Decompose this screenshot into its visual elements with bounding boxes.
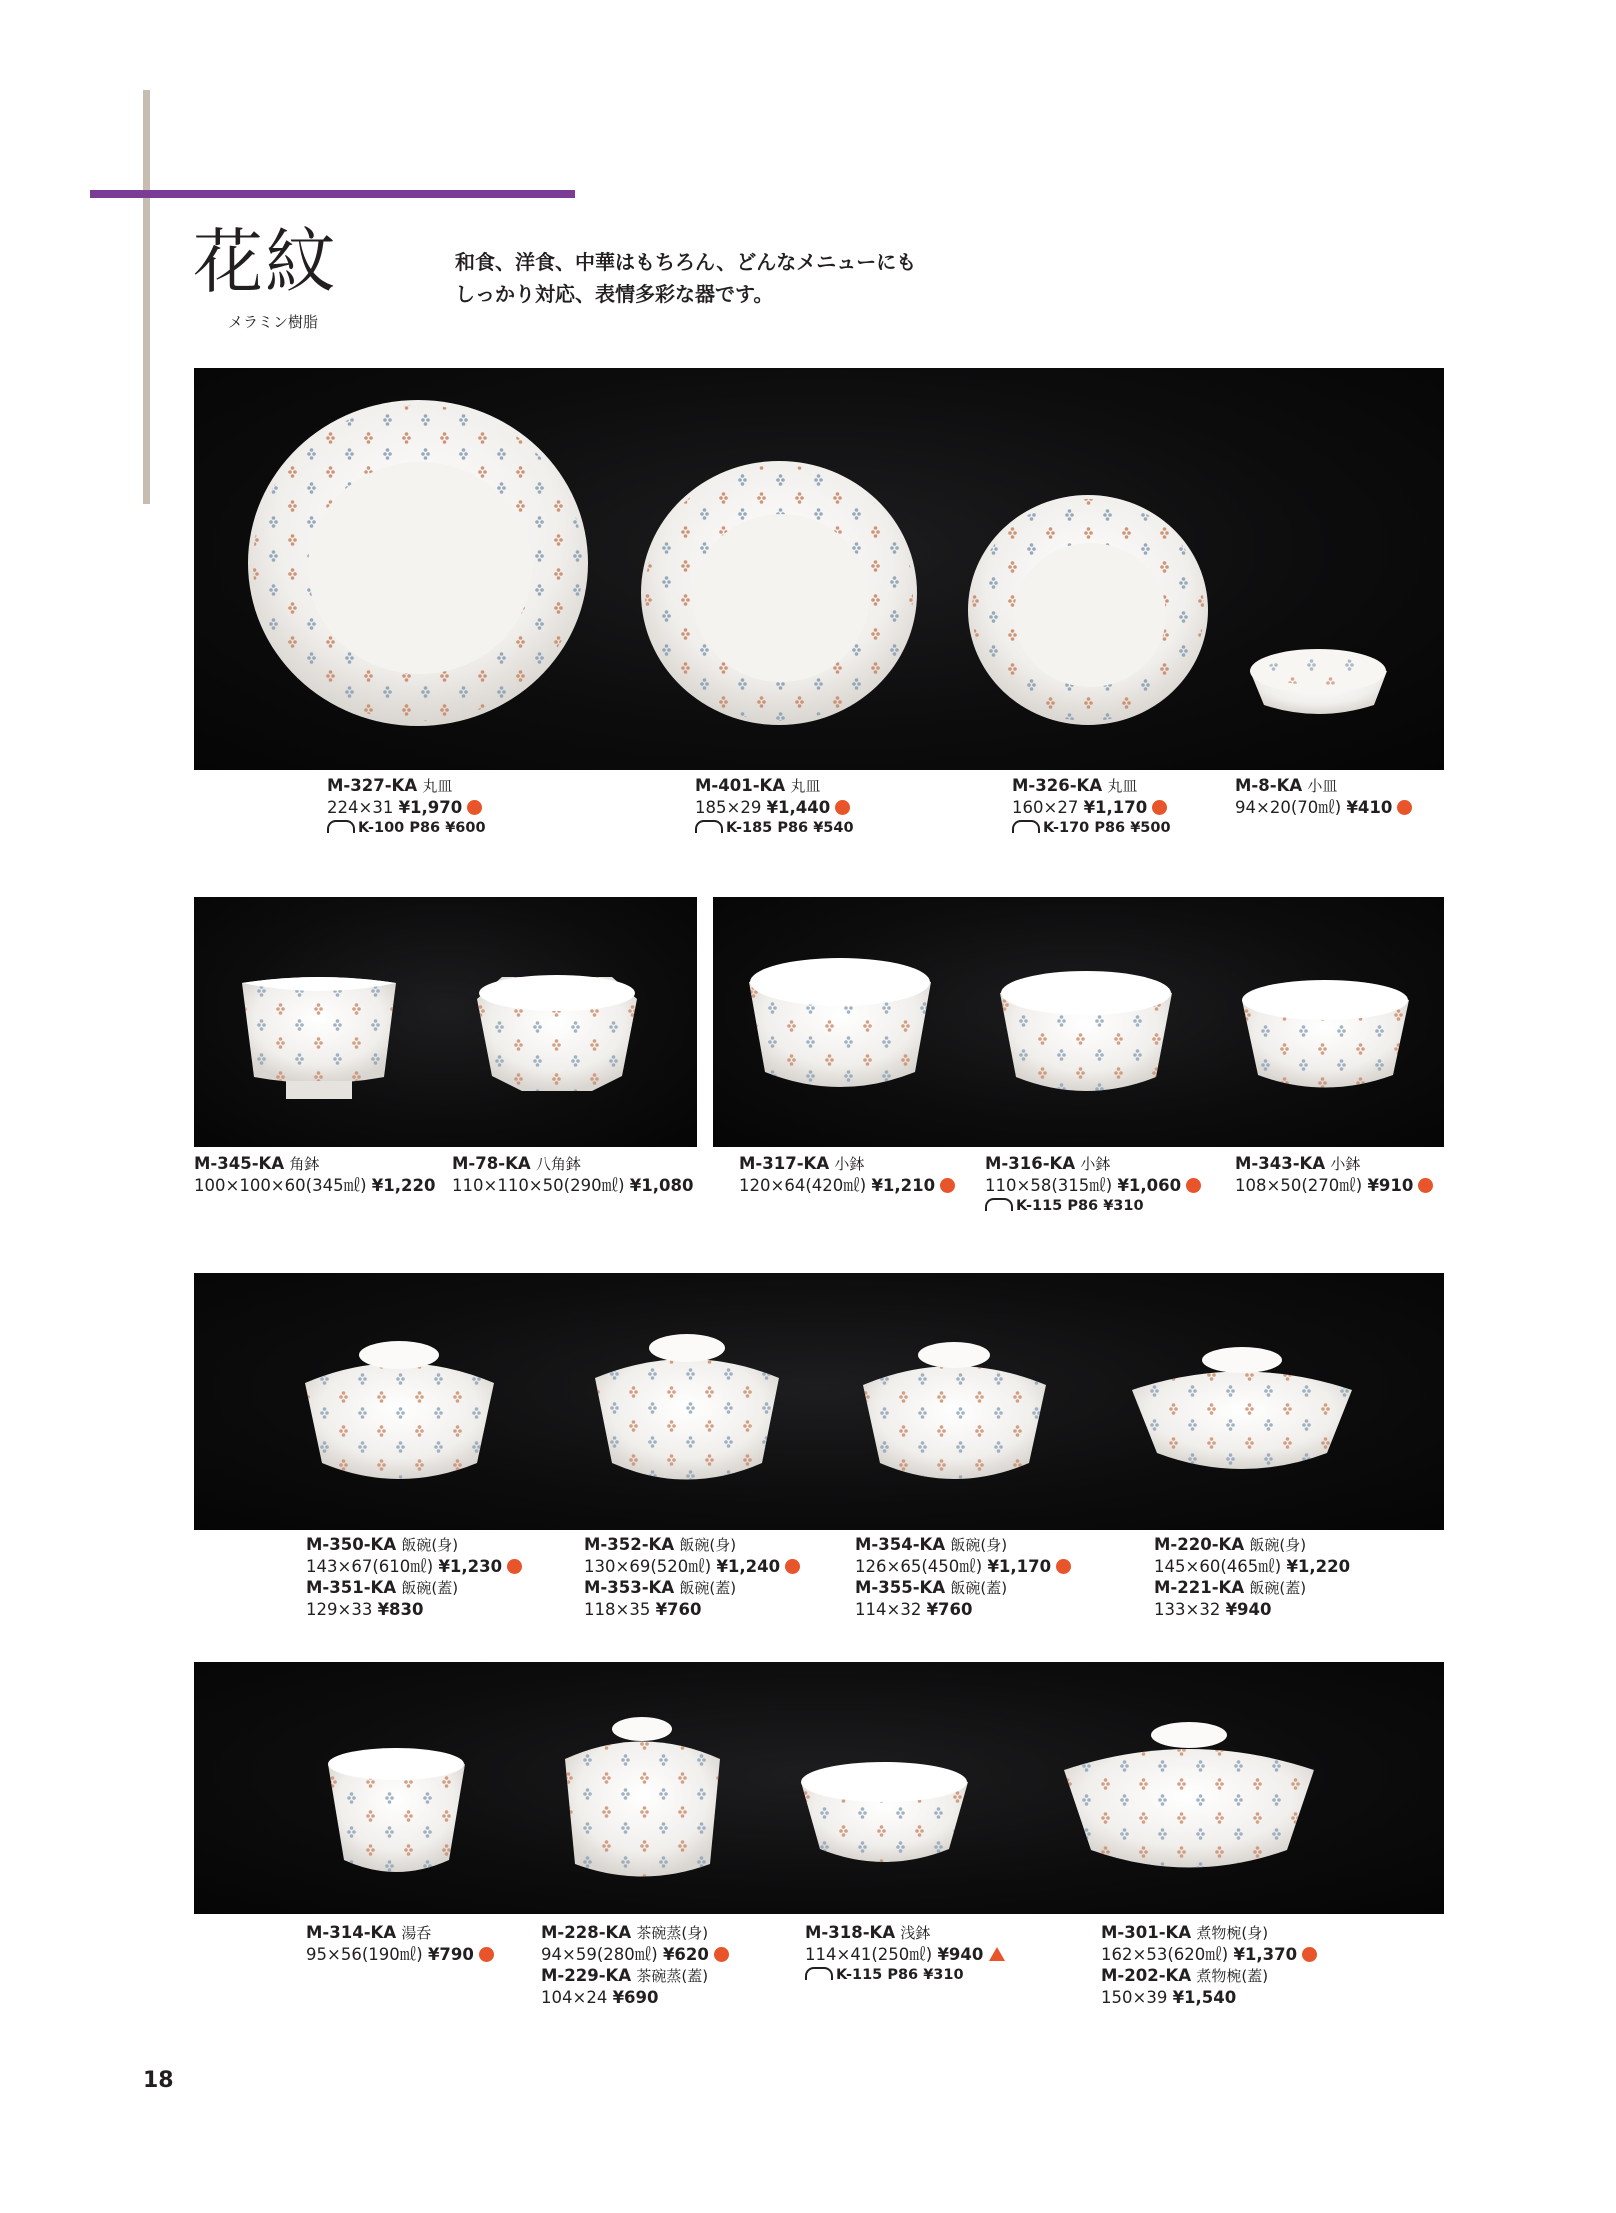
product-code: M-327-KA bbox=[327, 776, 418, 795]
caption-m354 bbox=[855, 1534, 1071, 1620]
product-price: ¥1,170 bbox=[987, 1557, 1052, 1576]
orange-circle-icon bbox=[785, 1559, 800, 1574]
product-spec: 95×56(190㎖) bbox=[306, 1945, 423, 1964]
lid-icon bbox=[985, 1198, 1013, 1211]
lid-page: P86 bbox=[409, 820, 441, 836]
caption-m78 bbox=[452, 1153, 693, 1196]
product-spec: 160×27 bbox=[1012, 798, 1079, 817]
product-name: 飯碗(身) bbox=[679, 1536, 737, 1554]
product-code: M-354-KA bbox=[855, 1535, 946, 1554]
lid-product-price: ¥760 bbox=[926, 1600, 973, 1619]
product-code: M-317-KA bbox=[739, 1154, 830, 1173]
lid-price: ¥600 bbox=[445, 820, 486, 836]
product-price: ¥1,210 bbox=[871, 1176, 936, 1195]
lid-code: K-115 bbox=[1016, 1198, 1063, 1214]
product-code: M-228-KA bbox=[541, 1923, 632, 1942]
photo-bowls-right bbox=[713, 897, 1444, 1147]
tagline-line-2: しっかり対応、表情多彩な器です。 bbox=[455, 282, 774, 306]
product-name: 飯碗(身) bbox=[401, 1536, 459, 1554]
bowl-m345 bbox=[234, 969, 404, 1104]
orange-circle-icon bbox=[1302, 1947, 1317, 1962]
lid-product-code: M-351-KA bbox=[306, 1578, 397, 1597]
lid-page: P86 bbox=[887, 1967, 919, 1983]
product-code: M-345-KA bbox=[194, 1154, 285, 1173]
orange-circle-icon bbox=[1397, 800, 1412, 815]
product-name: 茶碗蒸(身) bbox=[636, 1924, 709, 1942]
product-name: 小皿 bbox=[1307, 777, 1338, 795]
product-name: 丸皿 bbox=[790, 777, 821, 795]
caption-m317 bbox=[739, 1153, 955, 1196]
product-spec: 108×50(270㎖) bbox=[1235, 1176, 1363, 1195]
product-price: ¥1,370 bbox=[1233, 1945, 1298, 1964]
orange-circle-icon bbox=[1152, 800, 1167, 815]
product-code: M-352-KA bbox=[584, 1535, 675, 1554]
accent-horizontal-bar bbox=[90, 190, 575, 198]
product-name: 八角鉢 bbox=[535, 1155, 581, 1173]
product-code: M-401-KA bbox=[695, 776, 786, 795]
lid-product-price: ¥760 bbox=[655, 1600, 702, 1619]
product-code: M-78-KA bbox=[452, 1154, 531, 1173]
product-name: 飯碗(身) bbox=[950, 1536, 1008, 1554]
lid-product-name: 煮物椀(蓋) bbox=[1196, 1967, 1269, 1985]
product-price: ¥1,440 bbox=[766, 798, 831, 817]
orange-circle-icon bbox=[940, 1178, 955, 1193]
product-code: M-316-KA bbox=[985, 1154, 1076, 1173]
caption-m343 bbox=[1235, 1153, 1433, 1196]
product-spec: 94×59(280㎖) bbox=[541, 1945, 658, 1964]
product-name: 小鉢 bbox=[1080, 1155, 1111, 1173]
caption-m314 bbox=[306, 1922, 494, 1965]
lid-code: K-185 bbox=[726, 820, 773, 836]
orange-circle-icon bbox=[467, 800, 482, 815]
lid-icon bbox=[695, 820, 723, 833]
product-code: M-326-KA bbox=[1012, 776, 1103, 795]
page-number: 18 bbox=[143, 2068, 174, 2093]
caption-m327 bbox=[327, 775, 486, 839]
lid-product-spec: 118×35 bbox=[584, 1600, 651, 1619]
product-spec: 110×110×50(290㎖) bbox=[452, 1176, 625, 1195]
lid-product-code: M-355-KA bbox=[855, 1578, 946, 1597]
caption-m345 bbox=[194, 1153, 435, 1196]
caption-m352 bbox=[584, 1534, 800, 1620]
lid-product-spec: 104×24 bbox=[541, 1988, 608, 2007]
product-price: ¥1,970 bbox=[398, 798, 463, 817]
bowl-m316 bbox=[996, 965, 1176, 1110]
lid-product-code: M-229-KA bbox=[541, 1966, 632, 1985]
lid-icon bbox=[1012, 820, 1040, 833]
orange-circle-icon bbox=[835, 800, 850, 815]
photo-plates bbox=[194, 368, 1444, 770]
product-price: ¥1,230 bbox=[438, 1557, 503, 1576]
product-code: M-220-KA bbox=[1154, 1535, 1245, 1554]
lid-icon bbox=[805, 1967, 833, 1980]
lid-product-spec: 129×33 bbox=[306, 1600, 373, 1619]
product-name: 湯呑 bbox=[401, 1924, 432, 1942]
orange-circle-icon bbox=[479, 1947, 494, 1962]
bowl-m318 bbox=[797, 1757, 972, 1877]
orange-circle-icon bbox=[507, 1559, 522, 1574]
lid-price: ¥540 bbox=[813, 820, 854, 836]
product-name: 角鉢 bbox=[289, 1155, 320, 1173]
product-code: M-343-KA bbox=[1235, 1154, 1326, 1173]
product-spec: 143×67(610㎖) bbox=[306, 1557, 434, 1576]
lid-page: P86 bbox=[1094, 820, 1126, 836]
bowl-m317 bbox=[745, 952, 935, 1107]
lid-product-code: M-353-KA bbox=[584, 1578, 675, 1597]
product-name: 浅鉢 bbox=[900, 1924, 931, 1942]
product-name: 丸皿 bbox=[1107, 777, 1138, 795]
chawanmushi-m228 bbox=[560, 1704, 725, 1889]
lid-price: ¥500 bbox=[1130, 820, 1171, 836]
bowl-m352 bbox=[587, 1318, 787, 1498]
product-code: M-318-KA bbox=[805, 1923, 896, 1942]
bowl-m350 bbox=[297, 1323, 502, 1498]
lid-page: P86 bbox=[1067, 1198, 1099, 1214]
lid-product-code: M-202-KA bbox=[1101, 1966, 1192, 1985]
product-code: M-301-KA bbox=[1101, 1923, 1192, 1942]
caption-m301 bbox=[1101, 1922, 1317, 2008]
lid-code: K-170 bbox=[1043, 820, 1090, 836]
product-price: ¥1,220 bbox=[1286, 1557, 1351, 1576]
orange-triangle-icon bbox=[989, 1947, 1005, 1961]
product-code: M-314-KA bbox=[306, 1923, 397, 1942]
photo-cups-and-lidded-bowls bbox=[194, 1662, 1444, 1914]
product-code: M-350-KA bbox=[306, 1535, 397, 1554]
lid-product-spec: 150×39 bbox=[1101, 1988, 1168, 2007]
product-name: 小鉢 bbox=[834, 1155, 865, 1173]
product-name: 煮物椀(身) bbox=[1196, 1924, 1269, 1942]
lid-product-price: ¥1,540 bbox=[1172, 1988, 1237, 2007]
product-spec: 126×65(450㎖) bbox=[855, 1557, 983, 1576]
orange-circle-icon bbox=[1418, 1178, 1433, 1193]
product-name: 丸皿 bbox=[422, 777, 453, 795]
lid-product-name: 飯碗(蓋) bbox=[1249, 1579, 1307, 1597]
product-name: 飯碗(身) bbox=[1249, 1536, 1307, 1554]
product-price: ¥410 bbox=[1346, 798, 1393, 817]
bowl-m354 bbox=[857, 1323, 1052, 1498]
product-name: 小鉢 bbox=[1330, 1155, 1361, 1173]
product-price: ¥940 bbox=[937, 1945, 984, 1964]
caption-m350 bbox=[306, 1534, 522, 1620]
product-spec: 130×69(520㎖) bbox=[584, 1557, 712, 1576]
lid-product-name: 茶碗蒸(蓋) bbox=[636, 1967, 709, 1985]
material-subtitle: メラミン樹脂 bbox=[228, 313, 319, 331]
caption-m228 bbox=[541, 1922, 729, 2008]
caption-m318 bbox=[805, 1922, 1005, 1986]
photo-rice-bowls bbox=[194, 1273, 1444, 1530]
product-price: ¥1,240 bbox=[716, 1557, 781, 1576]
product-spec: 114×41(250㎖) bbox=[805, 1945, 933, 1964]
product-price: ¥1,170 bbox=[1083, 798, 1148, 817]
lid-icon bbox=[327, 820, 355, 833]
orange-circle-icon bbox=[1056, 1559, 1071, 1574]
lid-code: K-115 bbox=[836, 1967, 883, 1983]
caption-m401 bbox=[695, 775, 854, 839]
lid-price: ¥310 bbox=[1103, 1198, 1144, 1214]
lid-product-name: 飯碗(蓋) bbox=[401, 1579, 459, 1597]
caption-m220 bbox=[1154, 1534, 1350, 1620]
bowl-m343 bbox=[1238, 975, 1413, 1105]
product-spec: 110×58(315㎖) bbox=[985, 1176, 1113, 1195]
product-spec: 145×60(465㎖) bbox=[1154, 1557, 1282, 1576]
tagline-line-1: 和食、洋食、中華はもちろん、どんなメニューにも bbox=[455, 250, 917, 274]
product-spec: 94×20(70㎖) bbox=[1235, 798, 1342, 817]
plate-m401 bbox=[639, 458, 919, 728]
product-spec: 224×31 bbox=[327, 798, 394, 817]
lid-product-price: ¥830 bbox=[377, 1600, 424, 1619]
bowl-m78 bbox=[472, 971, 642, 1106]
product-price: ¥620 bbox=[662, 1945, 709, 1964]
product-code: M-8-KA bbox=[1235, 776, 1303, 795]
product-price: ¥1,060 bbox=[1117, 1176, 1182, 1195]
bowl-m220 bbox=[1127, 1335, 1357, 1485]
tagline bbox=[455, 246, 916, 310]
decorative-vertical-bar bbox=[143, 90, 150, 504]
lid-product-code: M-221-KA bbox=[1154, 1578, 1245, 1597]
plate-m327 bbox=[246, 398, 591, 728]
lid-product-name: 飯碗(蓋) bbox=[679, 1579, 737, 1597]
caption-m8 bbox=[1235, 775, 1412, 818]
lid-product-spec: 133×32 bbox=[1154, 1600, 1221, 1619]
product-price: ¥1,080 bbox=[629, 1176, 694, 1195]
lid-product-price: ¥690 bbox=[612, 1988, 659, 2007]
orange-circle-icon bbox=[714, 1947, 729, 1962]
bowl-m301 bbox=[1059, 1710, 1319, 1885]
lid-product-name: 飯碗(蓋) bbox=[950, 1579, 1008, 1597]
caption-m326 bbox=[1012, 775, 1171, 839]
lid-code: K-100 bbox=[358, 820, 405, 836]
lid-page: P86 bbox=[777, 820, 809, 836]
plate-m8 bbox=[1246, 643, 1391, 723]
product-price: ¥790 bbox=[427, 1945, 474, 1964]
product-price: ¥1,220 bbox=[371, 1176, 436, 1195]
page-title: 花紋 bbox=[193, 221, 337, 303]
product-spec: 100×100×60(345㎖) bbox=[194, 1176, 367, 1195]
plate-m326 bbox=[966, 493, 1211, 728]
product-spec: 185×29 bbox=[695, 798, 762, 817]
lid-product-spec: 114×32 bbox=[855, 1600, 922, 1619]
lid-product-price: ¥940 bbox=[1225, 1600, 1272, 1619]
cup-m314 bbox=[324, 1742, 469, 1887]
product-spec: 162×53(620㎖) bbox=[1101, 1945, 1229, 1964]
product-price: ¥910 bbox=[1367, 1176, 1414, 1195]
lid-price: ¥310 bbox=[923, 1967, 964, 1983]
product-spec: 120×64(420㎖) bbox=[739, 1176, 867, 1195]
orange-circle-icon bbox=[1186, 1178, 1201, 1193]
caption-m316 bbox=[985, 1153, 1201, 1217]
photo-bowls-left bbox=[194, 897, 697, 1147]
